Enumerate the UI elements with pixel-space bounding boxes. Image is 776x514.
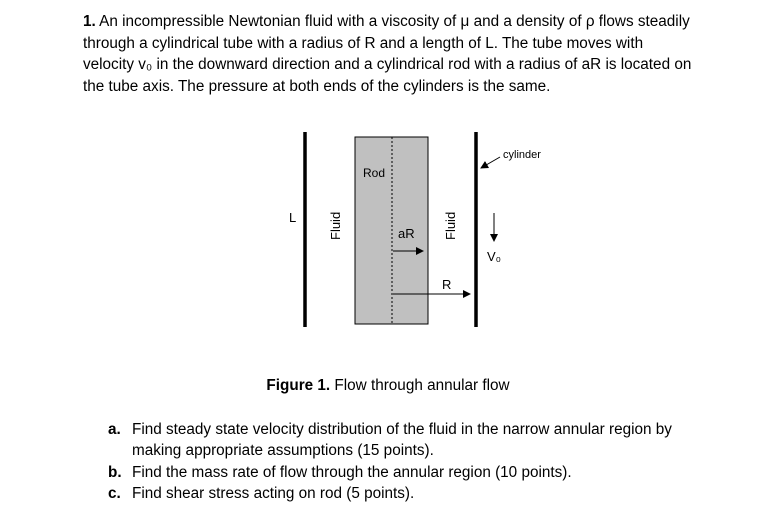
question-list <box>108 419 708 505</box>
fluid-label-right: Fluid <box>443 211 458 240</box>
question-letter: c. <box>108 485 121 503</box>
cylinder-pointer-arrow <box>481 157 500 168</box>
velocity-label: V₀ <box>487 249 502 264</box>
question-text: Find steady state velocity distribution of the fluid in the narrow annular region by making appropriate assumptions (15 points). <box>132 421 672 460</box>
fluid-label-left: Fluid <box>328 211 343 240</box>
annular-flow-figure <box>0 128 776 343</box>
caption-label: Figure 1. <box>266 377 331 394</box>
problem-number: 1. <box>83 13 96 30</box>
question-letter: a. <box>108 421 121 438</box>
question-item <box>108 483 708 504</box>
aR-label: aR <box>398 226 415 241</box>
R-label: R <box>442 277 452 292</box>
rod-label: Rod <box>363 166 386 180</box>
length-label: L <box>289 210 297 225</box>
problem-statement <box>83 11 695 97</box>
question-letter: b. <box>108 463 122 481</box>
question-text: Find shear stress acting on rod (5 points). <box>132 485 415 503</box>
figure-caption <box>0 377 776 395</box>
question-item <box>108 419 708 462</box>
problem-text: An incompressible Newtonian fluid with a viscosity of μ and a density of ρ flows steadily through a cylindrical tube with a radius of R and a length of L. The tube moves with velocity v₀ in the downward direction and a cylindrical rod with a radius of aR is located on the tube axis. The pressure at both ends of the cylinders is the same. <box>83 13 692 95</box>
question-text: Find the mass rate of flow through the annular region (10 points). <box>132 463 572 481</box>
caption-text: Flow through annular flow <box>334 377 510 394</box>
question-item <box>108 462 708 483</box>
cylinder-label: cylinder <box>503 149 541 161</box>
